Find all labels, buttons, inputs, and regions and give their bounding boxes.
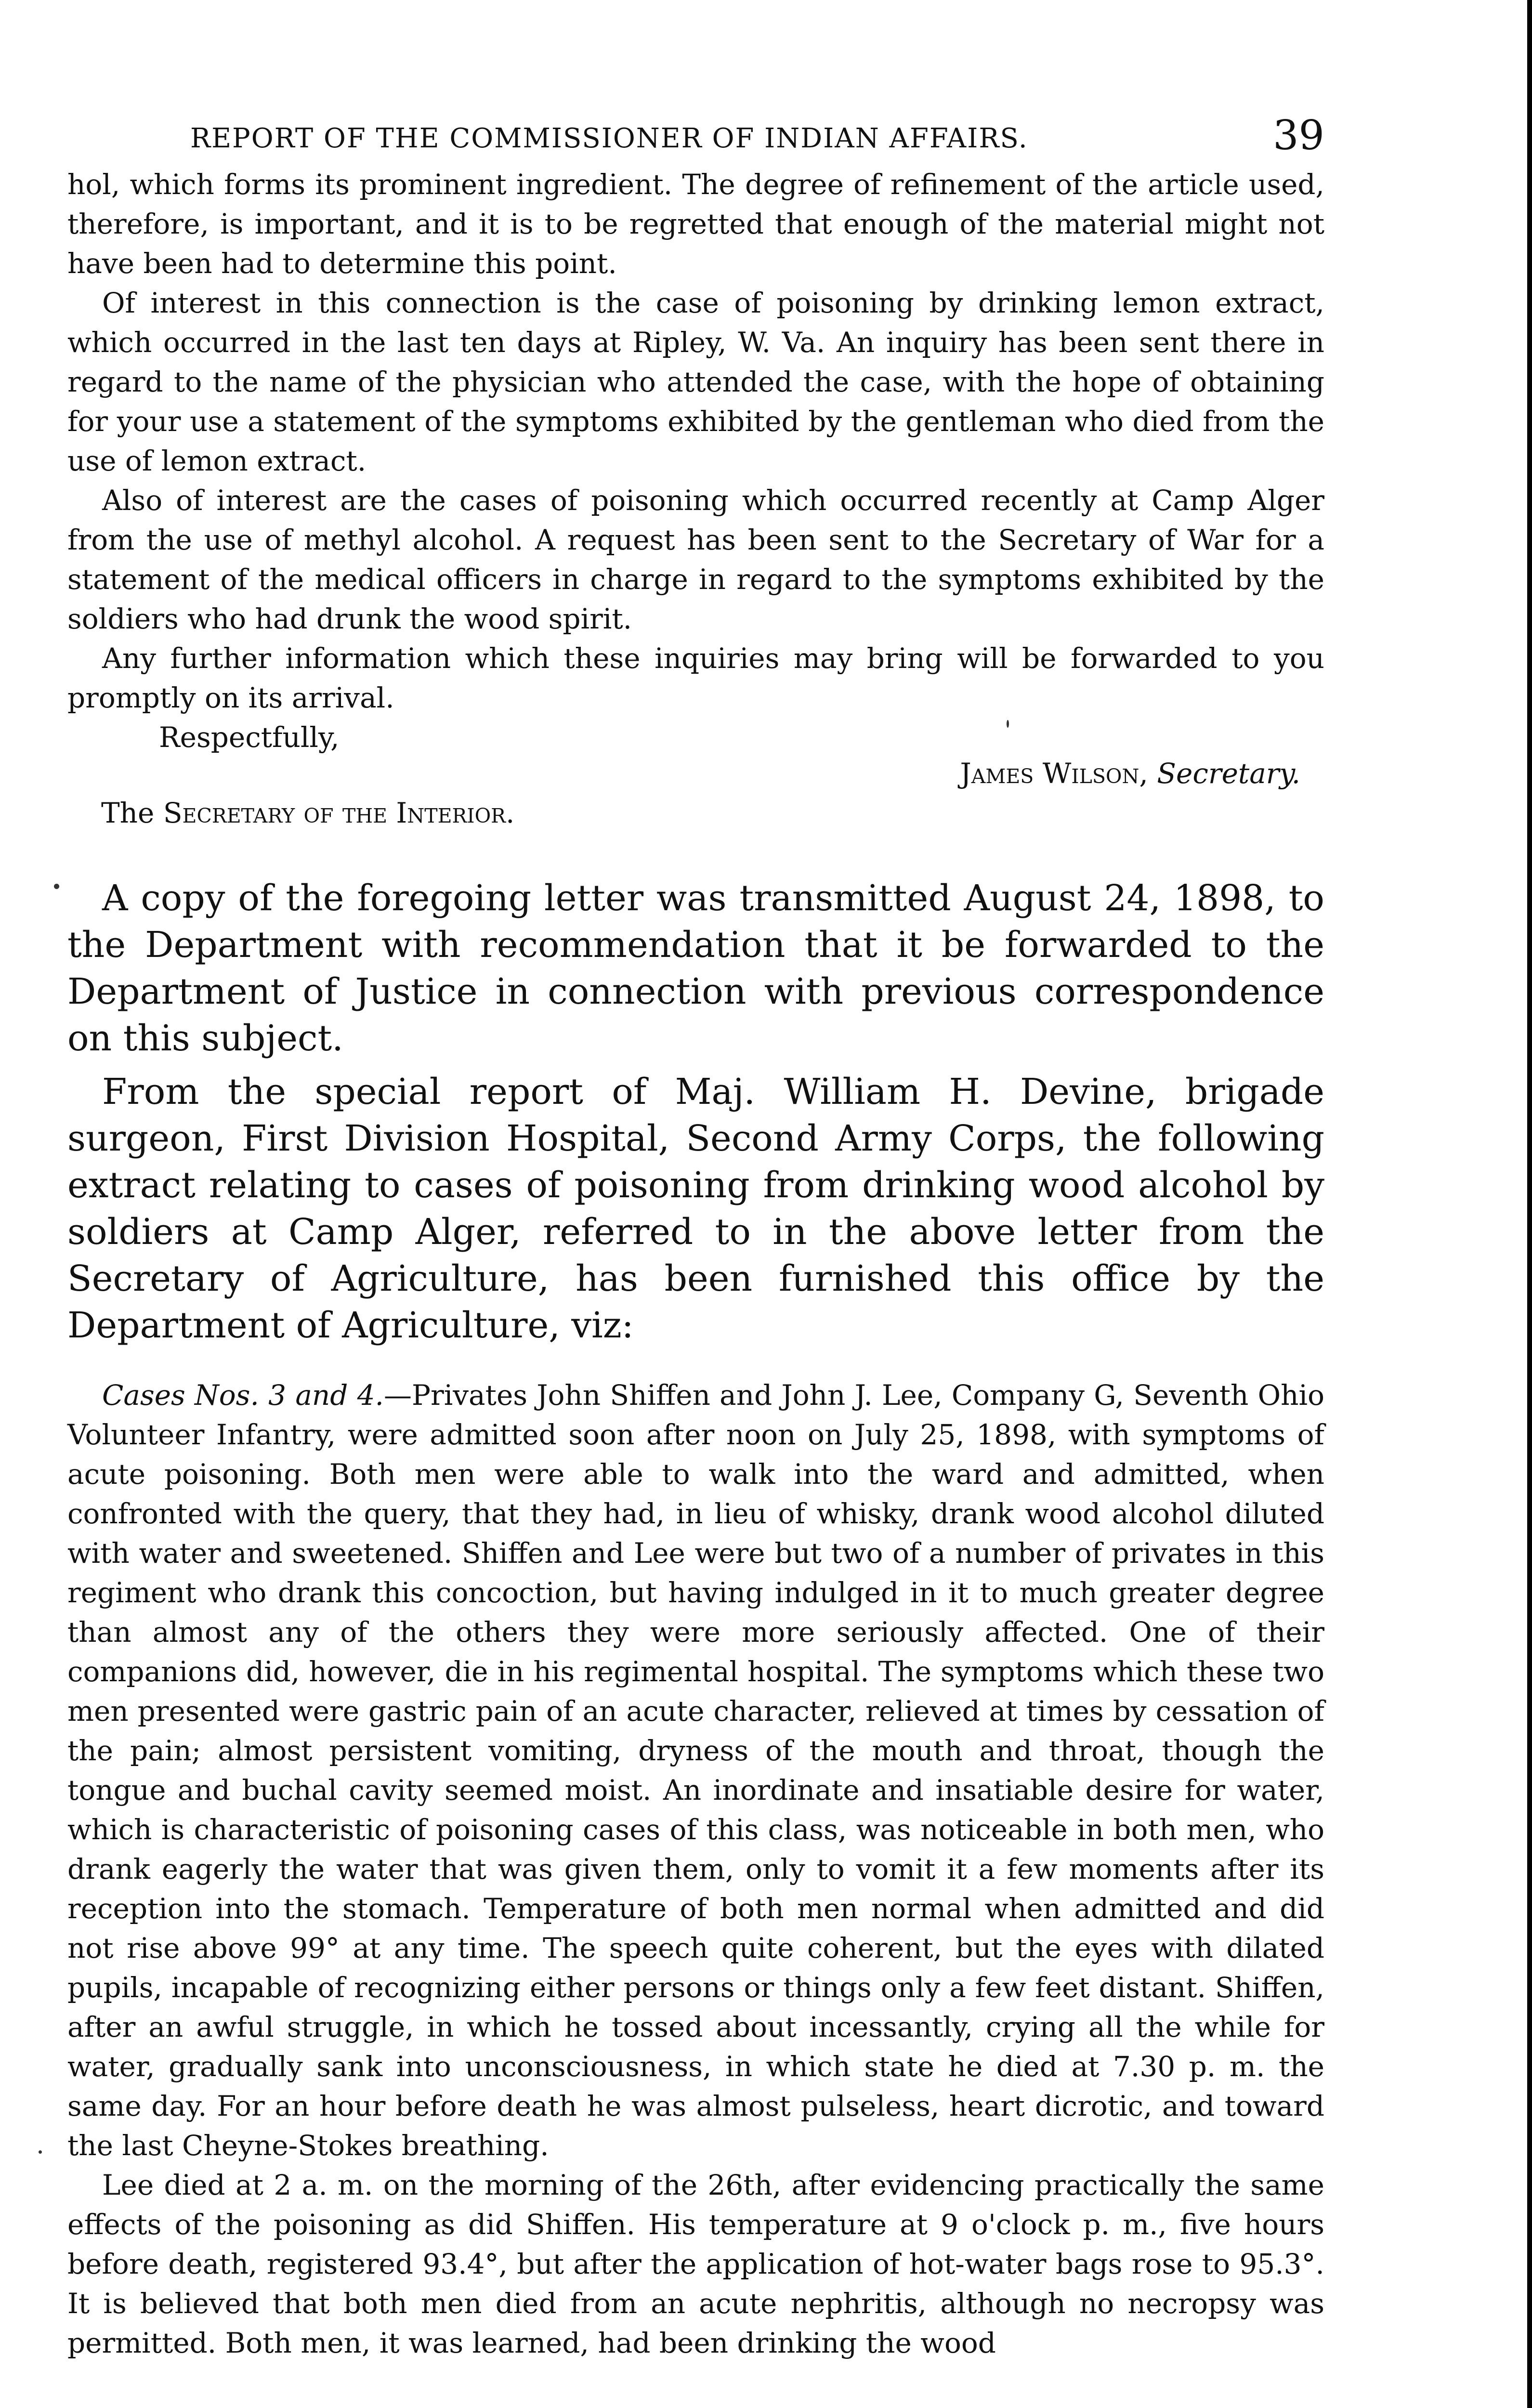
scan-speck	[54, 884, 59, 889]
signature-title: Secretary.	[1157, 757, 1300, 790]
scan-speck	[39, 2150, 42, 2154]
signature-block	[67, 757, 1324, 829]
letter-body	[67, 165, 1324, 718]
addressee-name: Secretary of the Interior.	[163, 797, 515, 829]
body-paragraph: From the special report of Maj. William H. Devine, brigade surgeon, First Division Hospital, Second Army Corps, the following extract relating to cases of poisoning from drinking wood alcohol by soldiers at Camp Alger, referred to in the above letter from the Secretary of Agriculture, has been furnished this office by the Department of Agriculture, viz:	[67, 1071, 1324, 1346]
addressee-prefix: The	[101, 797, 155, 829]
body-paragraph: A copy of the foregoing letter was transmitted August 24, 1898, to the Department with recommendation that it be forwarded to the Department of Justice in connection with previous correspondence on this subject.	[67, 877, 1324, 1059]
signature	[960, 757, 1300, 790]
page-number: 39	[1273, 112, 1324, 159]
case-label: Cases Nos. 3 and 4.	[102, 1379, 384, 1412]
addressee	[101, 797, 514, 829]
letter-paragraph: Any further information which these inquiries may bring will be forwarded to you promptly on its arrival.	[67, 642, 1324, 714]
letter-closing: Respectfully,	[159, 721, 340, 754]
letter-paragraph: Also of interest are the cases of poisoning which occurred recently at Camp Alger from the use of methyl alcohol. A request has been sent to the Secretary of War for a statement of the medical officers in charge in regard to the symptoms exhibited by the soldiers who had drunk the wood spirit.	[67, 484, 1324, 635]
letter-paragraph: Of interest in this connection is the case of poisoning by drinking lemon extract, which occurred in the last ten days at Ripley, W. Va. An inquiry has been sent there in regard to the name of the physician who attended the case, with the hope of obtaining for your use a statement of the symptoms exhibited by the gentleman who died from the use of lemon extract.	[67, 287, 1324, 477]
report-body	[67, 875, 1324, 1349]
case-text: —Privates John Shiffen and John J. Lee, Company G, Seventh Ohio Volunteer Infantry, were admitted soon after noon on July 25, 1898, with symptoms of acute poisoning. Both men were able to walk into the ward and admitted, when confronted with the query, that they had, in lieu of whisky, drank wood alcohol diluted with water and sweetened. Shiffen and Lee were but two of a number of privates in this regiment who drank this concoction, but having indulged in it to much greater degree than almost any of the others they were more seriously affected. One of their companions did, however, die in his regimental hospital. The symptoms which these two men presented were gastric pain of an acute character, relieved at times by cessation of the pain; almost persistent vomiting, dryness of the mouth and throat, though the tongue and buchal cavity seemed moist. An inordinate and insatiable desire for water, which is characteristic of poisoning cases of this class, was noticeable in both men, who drank eagerly the water that was given them, only to vomit it a few moments after its reception into the stomach. Temperature of both men normal when admitted and did not rise above 99° at any time. The speech quite coherent, but the eyes with dilated pupils, incapable of recognizing either persons or things only a few feet distant. Shiffen, after an awful struggle, in which he tossed about incessantly, crying all the while for water, gradually sank into unconsciousness, in which state he died at 7.30 p. m. the same day. For an hour before death he was almost pulseless, heart dicrotic, and toward the last Cheyne-Stokes breathing.	[67, 1379, 1324, 2162]
letter-paragraph: hol, which forms its prominent ingredient. The degree of refinement of the article used, therefore, is important, and it is to be regretted that enough of the material might not have been had to determine this point.	[67, 168, 1324, 280]
page-edge	[1527, 0, 1532, 2408]
running-head	[67, 106, 1324, 159]
page	[67, 106, 1324, 2363]
signature-name: James Wilson,	[960, 757, 1148, 790]
extract-body	[67, 1375, 1324, 2363]
running-title: REPORT OF THE COMMISSIONER OF INDIAN AFFAIRS.	[190, 123, 1028, 154]
extract-paragraph	[67, 1375, 1324, 2165]
extract-paragraph: Lee died at 2 a. m. on the morning of the 26th, after evidencing practically the same effects of the poisoning as did Shiffen. His temperature at 9 o'clock p. m., five hours before death, registered 93.4°, but after the application of hot-water bags rose to 95.3°. It is believed that both men died from an acute nephritis, although no necropsy was permitted. Both men, it was learned, had been drinking the wood	[67, 2169, 1324, 2359]
